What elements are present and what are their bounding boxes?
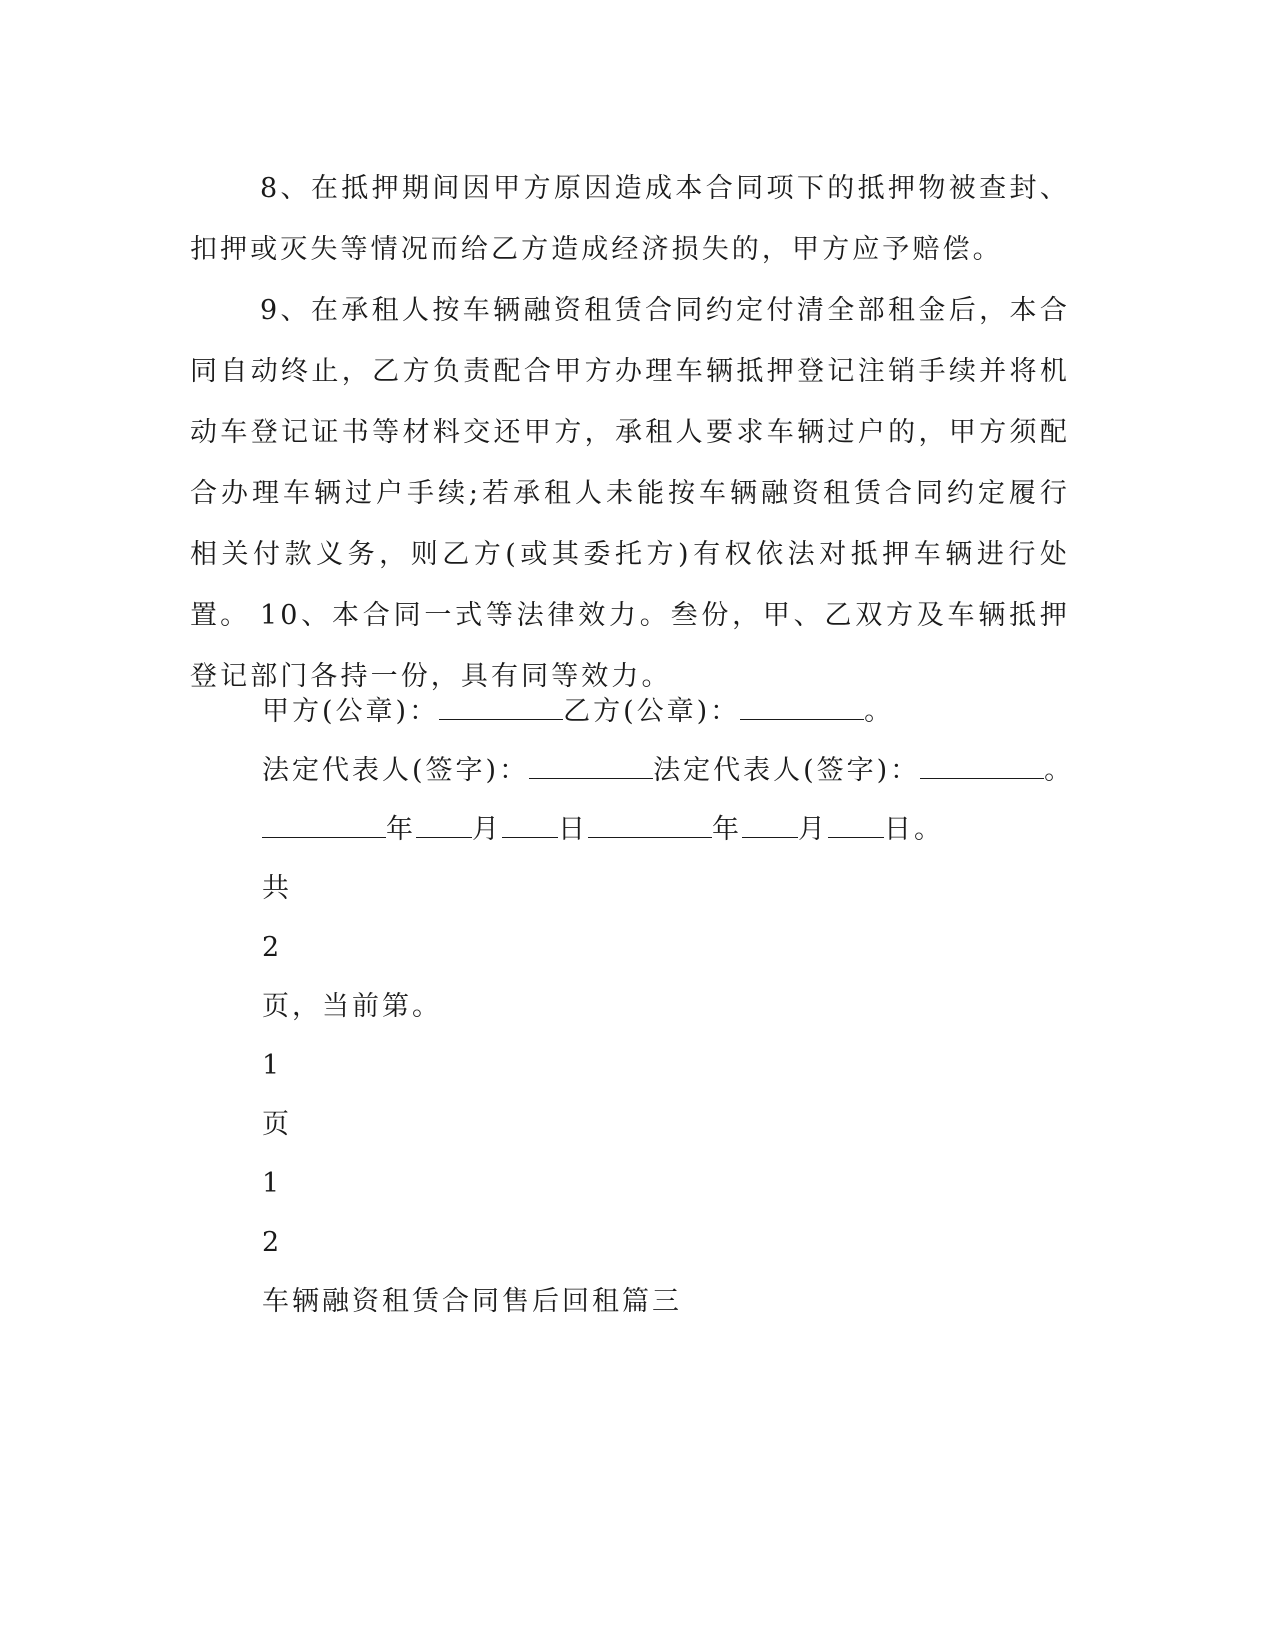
pagination-page-link-1[interactable]: 1 [262, 1168, 283, 1199]
party-a-seal-blank [439, 693, 563, 720]
month-a-blank [416, 811, 472, 838]
month-b-label: 月 [798, 814, 828, 845]
legal-rep-a-label: 法定代表人(签字)： [262, 755, 530, 786]
party-b-seal-label: 乙方(公章)： [563, 696, 741, 727]
legal-rep-a-blank [529, 752, 653, 779]
clause-8: 8、在抵押期间因甲方原因造成本合同项下的抵押物被查封、扣押或灭失等情况而给乙方造成经济损失的，甲方应予赔偿。 [190, 173, 1070, 265]
day-b-label: 日。 [884, 814, 944, 845]
clause-9: 9、在承租人按车辆融资租赁合同约定付清全部租金后，本合同自动终止，乙方负责配合甲方办理车辆抵押登记注销手续并将机动车登记证书等材料交还甲方，承租人要求车辆过户的，甲方须配合办理车辆过户手续;若承租人未能按车辆融资租赁合同约定履行相关付款义务，则乙方(或其委托方)有权依法对抵押车辆进行处置。 [190, 295, 1070, 631]
party-a-seal-label: 甲方(公章)： [262, 696, 440, 727]
pagination-total-prefix: 共 [262, 873, 292, 904]
year-b-label: 年 [712, 814, 742, 845]
year-a-blank [262, 811, 386, 838]
pagination-page-link-2[interactable]: 2 [262, 1227, 283, 1258]
legal-rep-b-label: 法定代表人(签字)： [653, 755, 921, 786]
month-a-label: 月 [472, 814, 502, 845]
year-a-label: 年 [386, 814, 416, 845]
legal-rep-b-blank [920, 752, 1044, 779]
day-a-label: 日 [558, 814, 588, 845]
pagination-page-suffix: 页 [262, 1109, 292, 1140]
party-b-seal-blank [740, 693, 864, 720]
day-b-blank [828, 811, 884, 838]
seal-line-period: 。 [864, 696, 895, 727]
day-a-blank [502, 811, 558, 838]
pagination-current-page: 1 [262, 1050, 283, 1081]
legal-rep-line-period: 。 [1044, 755, 1075, 786]
next-section-title: 车辆融资租赁合同售后回租篇三 [262, 1286, 682, 1317]
pagination-current-label: 页，当前第。 [262, 991, 442, 1022]
clause-10: 10、本合同一式等法律效力。叁份，甲、乙双方及车辆抵押登记部门各持一份，具有同等效力。 [190, 600, 1070, 692]
seal-line [262, 692, 894, 732]
year-b-blank [588, 811, 712, 838]
pagination-total-pages: 2 [262, 932, 283, 963]
legal-rep-line [262, 751, 1074, 791]
date-line [262, 810, 944, 850]
month-b-blank [742, 811, 798, 838]
